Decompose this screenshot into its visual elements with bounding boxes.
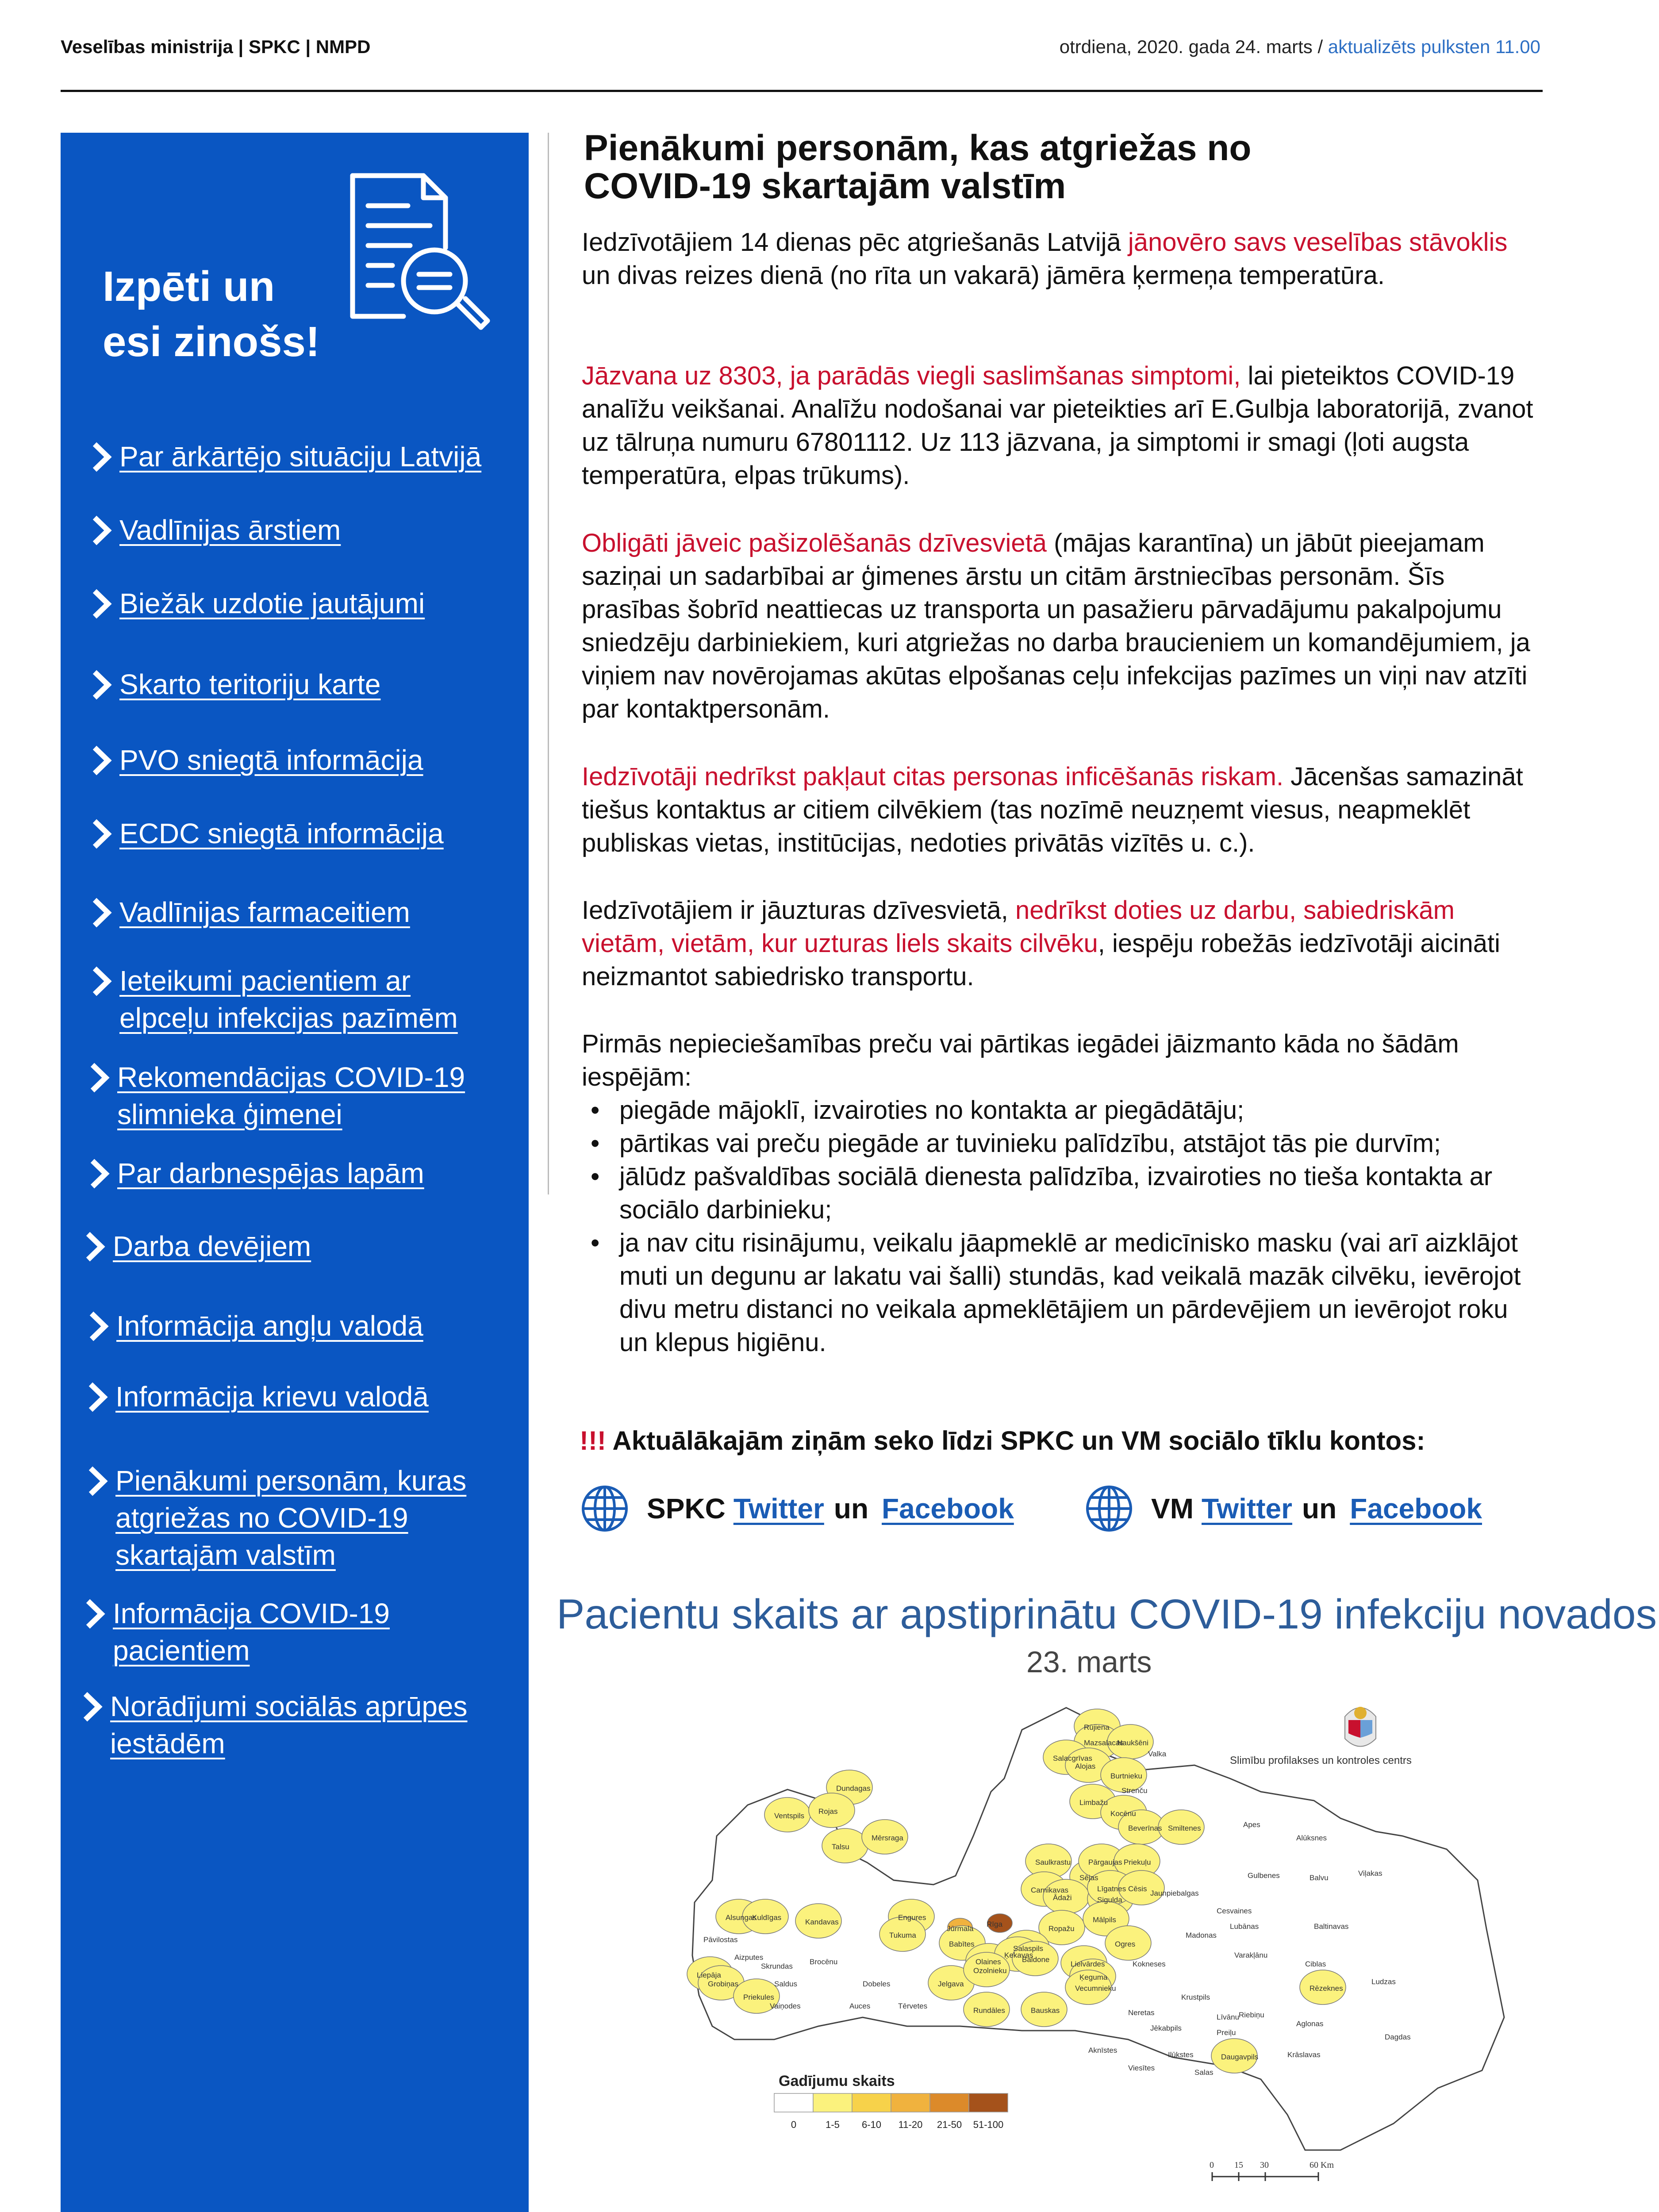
- sidebar-item-label[interactable]: Informācija angļu valodā: [116, 1310, 423, 1342]
- map-org: Slimību profilakses un kontroles centrs: [1230, 1755, 1412, 1767]
- paragraph-monitor-health: Iedzīvotājiem 14 dienas pēc atgriešanās Latvijā jānovēro savs veselības stāvoklis un divas reizes dienā (no rīta un vakarā) jāmēra ķermeņa temperatūra.: [582, 228, 1508, 290]
- paragraph-call-8303: Jāzvana uz 8303, ja parādās viegli saslimšanas simptomi, lai pieteiktos COVID-19 analīžu veikšanai. Analīžu nodošanai var pieteikties arī E.Gulbja laboratorijā, zvanot uz tālruņa numuru 67801112. Uz 113 jāzvana, ja simptomi ir smagi (ļoti augsta temperatūra, elpas trūkums).: [582, 361, 1533, 490]
- chevron-right-icon: [87, 1062, 110, 1093]
- map-place-label: Kocēnu: [1110, 1809, 1136, 1818]
- vm-twitter-link[interactable]: Twitter: [1202, 1493, 1293, 1525]
- header-org: Veselības ministrija | SPKC | NMPD: [61, 36, 371, 57]
- legend-swatch: [930, 2093, 969, 2112]
- map-place-label: Cesvaines: [1217, 1907, 1252, 1915]
- map-place-label: Priekules: [743, 1993, 774, 2001]
- map-place-label: Lubānas: [1230, 1922, 1259, 1931]
- sidebar-item-label[interactable]: Informācija COVID-19 pacientiem: [113, 1598, 390, 1667]
- map-place-label: Strenču: [1121, 1786, 1148, 1795]
- map-place-label: Līgatnes: [1097, 1885, 1126, 1893]
- header-date: otrdiena, 2020. gada 24. marts: [1059, 36, 1313, 57]
- spkc-facebook-link[interactable]: Facebook: [882, 1493, 1014, 1525]
- map-place-label: Rūjiena: [1084, 1723, 1110, 1732]
- map-place-label: Krāslavas: [1287, 2051, 1321, 2059]
- spkc-social-links: [580, 1484, 1014, 1533]
- sidebar-title: Izpēti un esi zinošs!: [103, 263, 320, 365]
- map-place-label: Saldus: [774, 1980, 797, 1988]
- map-place-label: Grobiņas: [708, 1980, 738, 1988]
- sidebar-item-pharmacist-guidelines[interactable]: [89, 894, 410, 931]
- map-place-label: Rojas: [818, 1807, 838, 1816]
- map-place-label: Naukšēni: [1117, 1739, 1148, 1747]
- map-place-label: Varakļānu: [1234, 1951, 1268, 1959]
- map-place-label: Bauskas: [1031, 2006, 1060, 2015]
- map-place-label: Babītes: [949, 1940, 975, 1948]
- sidebar: [61, 133, 529, 2212]
- map-place-label: Burtnieku: [1110, 1772, 1142, 1780]
- sidebar-item-patient-advice[interactable]: [89, 962, 458, 1037]
- paragraph-stay-home: Iedzīvotājiem ir jāuzturas dzīvesvietā, nedrīkst doties uz darbu, sabiedriskām vietām, vietām, kur uzturas liels skaits cilvēku, iespēju robežās iedzīvotāji aicināti neizmantot sabiedrisko transportu.: [582, 896, 1500, 991]
- svg-text:60 Km: 60 Km: [1310, 2160, 1334, 2170]
- sidebar-item-returning-persons[interactable]: [85, 1462, 466, 1574]
- sidebar-item-label[interactable]: Ieteikumi pacientiem ar elpceļu infekcijas pazīmēm: [119, 965, 458, 1034]
- map-place-label: Ilūkstes: [1168, 2051, 1194, 2059]
- legend-swatch: [774, 2093, 813, 2112]
- map-place-label: Engures: [898, 1913, 926, 1922]
- map-place-label: Balvu: [1310, 1874, 1329, 1882]
- column-divider: [548, 133, 549, 1194]
- map-place-label: Mālpils: [1093, 1916, 1116, 1924]
- paragraph-self-isolation: Obligāti jāveic pašizolēšanās dzīvesvietā (mājas karantīna) un jābūt pieejamam saziņai un sadarbībai ar ģimenes ārstu un citām ārstniecības personām. Šīs prasības šobrīd neattiecas uz transporta un pasažieru pārvadājumu pakalpojumu sniedzēju darbiniekiem, kuri atgriežas no darba braucieniem un komandējumiem, ja viņiem nav novērojamas akūtas elpošanas ceļu infekcijas pazīmes un viņi nav atzīti par kontaktpersonām.: [582, 529, 1530, 723]
- legend-swatch: [891, 2093, 930, 2112]
- map-place-label: Aizputes: [734, 1953, 764, 1962]
- latvia-covid-map: [686, 1690, 1535, 2212]
- map-place-label: Dagdas: [1385, 2033, 1411, 2041]
- chevron-right-icon: [86, 1311, 109, 1342]
- and-label: un: [833, 1493, 869, 1525]
- map-place-label: Baltinavas: [1314, 1922, 1349, 1931]
- chevron-right-icon: [85, 1382, 108, 1413]
- map-place-label: Vecumnieku: [1075, 1984, 1116, 1993]
- svg-text:0: 0: [1210, 2160, 1214, 2170]
- legend-label: 1-5: [826, 2119, 840, 2130]
- map-place-label: Kokneses: [1133, 1960, 1166, 1968]
- map-place-label: Ropažu: [1048, 1924, 1075, 1933]
- map-place-label: Skrundas: [761, 1962, 793, 1970]
- sidebar-item-label[interactable]: Norādījumi sociālās aprūpes iestādēm: [110, 1690, 468, 1759]
- sidebar-item-sick-leave[interactable]: [87, 1155, 424, 1192]
- map-place-label: Smiltenes: [1168, 1824, 1201, 1832]
- map-place-label: Valka: [1148, 1750, 1167, 1758]
- map-place-label: Neretas: [1128, 2008, 1155, 2017]
- map-place-label: Tērvetes: [898, 2002, 928, 2010]
- legend-swatch: [813, 2093, 852, 2112]
- map-place-label: Cēsis: [1128, 1885, 1147, 1893]
- map-place-label: Alojas: [1075, 1762, 1096, 1770]
- map-legend: [774, 2093, 1008, 2130]
- chevron-right-icon: [85, 1466, 108, 1497]
- page-title: Pienākumi personām, kas atgriežas no COVID-19 skartajām valstīm: [584, 128, 1252, 206]
- svg-text:30: 30: [1260, 2160, 1269, 2170]
- map-place-label: Limbažu: [1079, 1798, 1108, 1807]
- map-place-label: Apes: [1243, 1820, 1260, 1829]
- chevron-right-icon: [89, 966, 112, 997]
- map-place-label: Rundāles: [973, 2006, 1005, 2015]
- map-place-label: Ciblas: [1305, 1960, 1326, 1968]
- sidebar-item-english-info[interactable]: [86, 1307, 423, 1344]
- spkc-label: SPKC: [647, 1493, 726, 1525]
- sidebar-item-label[interactable]: Skarto teritoriju karte: [119, 668, 381, 700]
- svg-text:15: 15: [1234, 2160, 1243, 2170]
- map-place-label: Mērsraga: [872, 1834, 903, 1842]
- paragraph-no-infection-risk: Iedzīvotāji nedrīkst pakļaut citas personas inficēšanās riskam. Jācenšas samazināt tiešus kontaktus ar citiem cilvēkiem (tas nozīmē neuzņemt viesus, neapmeklēt publiskas vietas, institūcijas, nedoties privātās vizītēs u. c.).: [582, 762, 1523, 857]
- map-place-label: Ķekavas: [1004, 1951, 1033, 1959]
- sidebar-item-emergency[interactable]: [89, 438, 481, 475]
- sidebar-item-label[interactable]: Par ārkārtējo situāciju Latvijā: [119, 441, 482, 472]
- map-place-label: Dundagas: [836, 1784, 871, 1793]
- sidebar-item-faq[interactable]: [89, 585, 425, 622]
- sidebar-item-label[interactable]: Rekomendācijas COVID-19 slimnieka ģimenei: [117, 1061, 465, 1130]
- map-place-label: Beverīnas: [1128, 1824, 1162, 1832]
- chevron-right-icon: [87, 1158, 110, 1189]
- map-place-label: Aknīstes: [1088, 2046, 1118, 2055]
- map-svg: [686, 1690, 1535, 2212]
- map-place-label: Jēkabpils: [1150, 2024, 1182, 2032]
- map-title: Pacientu skaits ar apstiprinātu COVID-19 infekciju novados: [557, 1591, 1657, 1638]
- map-place-label: Jaunpiebalgas: [1150, 1889, 1199, 1897]
- map-place-label: Mazsalacas: [1084, 1739, 1124, 1747]
- map-place-label: Olaines: [975, 1958, 1001, 1966]
- sidebar-item-label[interactable]: PVO sniegtā informācija: [119, 744, 423, 776]
- legend-label: 11-20: [898, 2119, 923, 2130]
- legend-swatch: [852, 2093, 891, 2112]
- map-place-label: Aglonas: [1296, 2020, 1324, 2028]
- chevron-right-icon: [89, 588, 112, 619]
- vm-social-links: [1085, 1484, 1482, 1533]
- map-place-label: Tukuma: [889, 1931, 916, 1939]
- map-place-label: Salaspils: [1013, 1944, 1044, 1953]
- map-place-label: Alūksnes: [1296, 1834, 1327, 1842]
- map-place-label: Preiļu: [1217, 2028, 1236, 2037]
- map-place-label: Sigulda: [1097, 1896, 1122, 1904]
- chevron-right-icon: [83, 1231, 106, 1262]
- sidebar-item-label[interactable]: Darba devējiem: [113, 1230, 311, 1262]
- map-place-label: Carnikavas: [1031, 1886, 1069, 1894]
- supplies-list: [582, 1094, 1537, 1359]
- chevron-right-icon: [89, 818, 112, 849]
- sidebar-item-social-care[interactable]: [80, 1688, 468, 1762]
- vm-facebook-link[interactable]: Facebook: [1350, 1493, 1482, 1525]
- map-place-label: Kandavas: [805, 1918, 839, 1926]
- and-label: un: [1302, 1493, 1337, 1525]
- map-place-label: Viesītes: [1128, 2064, 1155, 2072]
- map-place-label: Alsungas: [726, 1913, 757, 1922]
- social-heading: !!! Aktuālākajām ziņām seko līdzi SPKC un VM sociālo tīklu kontos:: [580, 1426, 1425, 1455]
- paragraph-supplies: Pirmās nepieciešamības preču vai pārtikas iegādei jāizmanto kāda no šādām iespējām: • piegāde mājoklī, izvairoties no kontakta ar piegādātāju; • pārtikas vai preču piegāde ar tuvinieku palīdzību, atstājot tās pie durvīm; • jālūdz pašvaldības sociālā dienesta palīdzība, izvairoties no tieša kontakta ar sociālo darbinieku; • ja nav citu risinājumu, veikalu jāapmeklē ar medicīnisko masku (vai arī aizklājot muti un degunu ar lakatu vai šalli) stundās, kad veikalā mazāk cilvēku, ievērojot divu metru distanci no veikala apmeklētājiem un pārdevējiem un ievērojot roku un klepus higiēnu.: [582, 1027, 1537, 1359]
- map-place-label: Ludzas: [1371, 1978, 1396, 1986]
- spkc-twitter-link[interactable]: Twitter: [733, 1493, 824, 1525]
- map-place-label: Jūrmala: [947, 1924, 974, 1933]
- coat-of-arms-icon: [1345, 1707, 1376, 1747]
- scale-bar: [1210, 2160, 1334, 2181]
- header-rule: [61, 90, 1543, 92]
- map-place-label: Jelgava: [938, 1980, 964, 1988]
- map-place-label: Brocēnu: [810, 1958, 838, 1966]
- chevron-right-icon: [89, 897, 112, 928]
- sidebar-item-label[interactable]: Biežāk uzdotie jautājumi: [119, 588, 425, 619]
- list-item: • jālūdz pašvaldības sociālā dienesta palīdzība, izvairoties no tieša kontakta ar sociālo darbinieku;: [582, 1160, 1537, 1226]
- map-place-label: Ogres: [1115, 1940, 1136, 1948]
- globe-icon: [1085, 1484, 1133, 1533]
- sidebar-item-doctor-guidelines[interactable]: [89, 511, 341, 549]
- map-place-label: Ventspils: [774, 1812, 805, 1820]
- map-place-label: Krustpils: [1181, 1993, 1210, 2001]
- sidebar-item-label[interactable]: Informācija krievu valodā: [115, 1381, 429, 1413]
- list-item: • piegāde mājoklī, izvairoties no kontakta ar piegādātāju;: [582, 1094, 1537, 1127]
- map-place-label: Rīga: [987, 1920, 1002, 1928]
- map-place-label: Talsu: [832, 1843, 849, 1851]
- list-item: • ja nav citu risinājumu, veikalu jāapmeklē ar medicīnisko masku (vai arī aizklājot muti un degunu ar lakatu vai šalli) stundās, kad veikalā mazāk cilvēku, ievērojot divu metru distanci no veikala apmeklētājiem un pārdevējiem un ievērojot roku un klepus higiēnu.: [582, 1226, 1537, 1359]
- chevron-right-icon: [89, 669, 112, 700]
- map-place-label: Pārgaujas: [1088, 1858, 1122, 1866]
- header-separator: /: [1317, 36, 1323, 57]
- sidebar-item-russian-info[interactable]: [85, 1378, 429, 1415]
- map-place-label: Viļakas: [1358, 1869, 1382, 1878]
- header-updated: aktualizēts pulksten 11.00: [1328, 36, 1540, 57]
- map-place-label: Ozolnieku: [973, 1966, 1007, 1975]
- legend-label: 6-10: [861, 2119, 882, 2130]
- sidebar-item-label[interactable]: Vadlīnijas ārstiem: [119, 514, 341, 546]
- map-place-label: Daugavpils: [1221, 2053, 1259, 2061]
- map-place-label: Liepāja: [697, 1971, 721, 1979]
- legend-title: Gadījumu skaits: [779, 2073, 895, 2089]
- legend-label: 0: [791, 2119, 797, 2130]
- legend-label: 51-100: [973, 2119, 1004, 2130]
- map-place-label: Sējas: [1079, 1874, 1098, 1882]
- map-place-label: Salacgrīvas: [1053, 1754, 1092, 1763]
- chevron-right-icon: [80, 1691, 103, 1722]
- map-place-label: Līvānu: [1217, 2013, 1240, 2021]
- chevron-right-icon: [83, 1598, 106, 1629]
- map-place-label: Baldone: [1022, 1955, 1050, 1964]
- map-place-label: Pāvilostas: [703, 1936, 738, 1944]
- vm-label: VM: [1151, 1493, 1194, 1525]
- sidebar-item-label[interactable]: Vadlīnijas farmaceitiem: [119, 896, 410, 928]
- sidebar-item-employers[interactable]: [83, 1228, 311, 1265]
- chevron-right-icon: [89, 515, 112, 546]
- sidebar-item-label[interactable]: Pienākumi personām, kuras atgriežas no COVID-19 skartajām valstīm: [115, 1465, 467, 1571]
- map-place-label: Madonas: [1186, 1931, 1217, 1939]
- map-place-label: Kuldīgas: [752, 1913, 782, 1922]
- map-place-label: Salas: [1194, 2068, 1214, 2077]
- document-search-icon: [344, 170, 494, 334]
- sidebar-item-who[interactable]: [89, 741, 423, 779]
- sidebar-item-territory-map[interactable]: [89, 666, 380, 703]
- map-place-label: Priekuļu: [1124, 1858, 1151, 1866]
- map-place-label: Saulkrastu: [1035, 1858, 1071, 1866]
- map-place-label: Dobeles: [863, 1980, 891, 1988]
- map-date: 23. marts: [1026, 1645, 1152, 1679]
- header-date-line: [1060, 36, 1540, 58]
- sidebar-item-ecdc[interactable]: [89, 815, 444, 852]
- map-place-label: Auces: [849, 2002, 871, 2010]
- map-place-label: Rēzeknes: [1310, 1984, 1343, 1993]
- legend-swatch: [969, 2093, 1008, 2112]
- map-place-label: Lielvārdes: [1071, 1960, 1105, 1968]
- map-place-label: Gulbenes: [1248, 1871, 1280, 1880]
- list-item: • pārtikas vai preču piegāde ar tuvinieku palīdzību, atstājot tās pie durvīm;: [582, 1127, 1537, 1160]
- sidebar-item-family-recommendations[interactable]: [87, 1059, 465, 1133]
- sidebar-item-label[interactable]: Par darbnespējas lapām: [117, 1157, 424, 1189]
- chevron-right-icon: [89, 745, 112, 776]
- sidebar-item-label[interactable]: ECDC sniegtā informācija: [119, 818, 444, 849]
- map-place-label: Riebiņu: [1239, 2011, 1264, 2019]
- map-place-label: Vaiņodes: [770, 2002, 801, 2010]
- globe-icon: [580, 1484, 629, 1533]
- map-place-label: Ādaži: [1053, 1893, 1072, 1902]
- map-place-label: Ķeguma: [1079, 1973, 1108, 1982]
- chevron-right-icon: [89, 442, 112, 472]
- legend-label: 21-50: [937, 2119, 962, 2130]
- sidebar-item-patient-info[interactable]: [83, 1595, 390, 1669]
